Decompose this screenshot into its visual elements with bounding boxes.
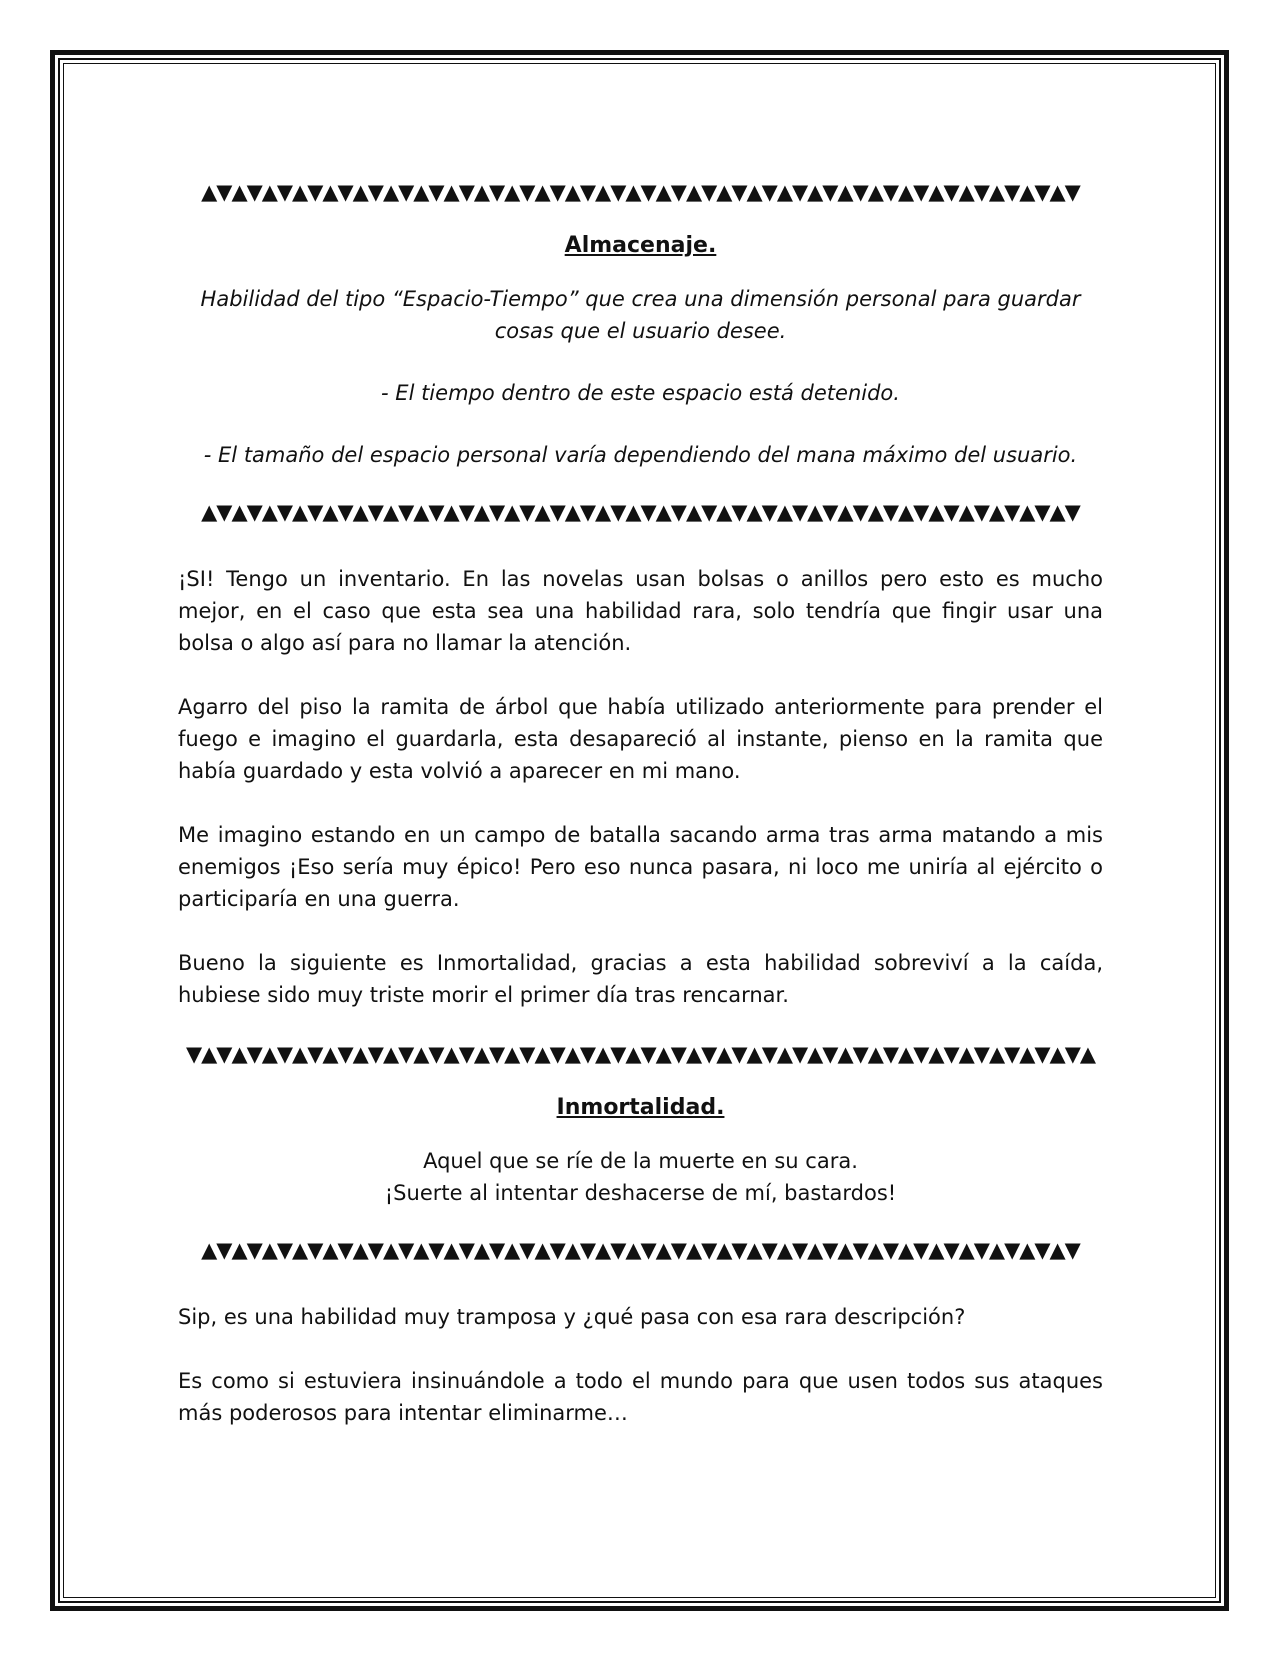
body-paragraph: Sip, es una habilidad muy tramposa y ¿qué pasa con esa rara descripción? (178, 1305, 966, 1329)
skill-quote-line: ¡Suerte al intentar deshacerse de mí, bastardos! (384, 1181, 897, 1205)
body-paragraph: Me imagino estando en un campo de batalla sacando arma tras arma matando a mis enemigos ¡Eso sería muy épico! Pero eso nunca pasara, ni loco me uniría al ejército o participaría en una guerra. (178, 823, 1103, 911)
body-paragraph: Es como si estuviera insinuándole a todo el mundo para que usen todos sus ataques más poderosos para intentar eliminarme… (178, 1369, 1103, 1425)
triangle-divider: ▼▲▼▲▼▲▼▲▼▲▼▲▼▲▼▲▼▲▼▲▼▲▼▲▼▲▼▲▼▲▼▲▼▲▼▲▼▲▼▲▼▲▼▲▼▲▼▲▼▲▼▲▼▲▼▲▼▲▼▲ (186, 1042, 1095, 1066)
skill-description-line: cosas que el usuario desee. (494, 319, 787, 343)
triangle-divider: ▲▼▲▼▲▼▲▼▲▼▲▼▲▼▲▼▲▼▲▼▲▼▲▼▲▼▲▼▲▼▲▼▲▼▲▼▲▼▲▼▲▼▲▼▲▼▲▼▲▼▲▼▲▼▲▼▲▼ (201, 500, 1080, 524)
skill-quote (178, 1145, 1103, 1209)
skill-block-inmortalidad (178, 1093, 1103, 1209)
skill-block-almacenaje (178, 231, 1103, 471)
skill-description-line: Habilidad del tipo “Espacio-Tiempo” que crea una dimensión personal para guardar (200, 287, 1081, 311)
skill-title: Inmortalidad. (556, 1095, 725, 1120)
skill-quote-line: Aquel que se ríe de la muerte en su cara. (423, 1149, 858, 1173)
skill-bullet: - El tamaño del espacio personal varía dependiendo del mana máximo del usuario. (203, 443, 1078, 467)
skill-bullet: - El tiempo dentro de este espacio está detenido. (381, 381, 900, 405)
body-paragraph: Agarro del piso la ramita de árbol que había utilizado anteriormente para prender el fuego e imagino el guardarla, esta desapareció al instante, pienso en la ramita que había guardado y esta volvió a aparecer en mi mano. (178, 695, 1103, 783)
skill-title: Almacenaje. (564, 233, 717, 258)
skill-description (178, 283, 1103, 347)
triangle-divider: ▲▼▲▼▲▼▲▼▲▼▲▼▲▼▲▼▲▼▲▼▲▼▲▼▲▼▲▼▲▼▲▼▲▼▲▼▲▼▲▼▲▼▲▼▲▼▲▼▲▼▲▼▲▼▲▼▲▼ (201, 180, 1080, 204)
triangle-divider: ▲▼▲▼▲▼▲▼▲▼▲▼▲▼▲▼▲▼▲▼▲▼▲▼▲▼▲▼▲▼▲▼▲▼▲▼▲▼▲▼▲▼▲▼▲▼▲▼▲▼▲▼▲▼▲▼▲▼ (201, 1238, 1080, 1262)
page-content (178, 175, 1103, 1461)
body-paragraph: Bueno la siguiente es Inmortalidad, gracias a esta habilidad sobreviví a la caída, hubiese sido muy triste morir el primer día tras rencarnar. (178, 951, 1103, 1007)
body-paragraph: ¡SI! Tengo un inventario. En las novelas usan bolsas o anillos pero esto es mucho mejor, en el caso que esta sea una habilidad rara, solo tendría que fingir usar una bolsa o algo así para no llamar la atención. (178, 567, 1103, 655)
